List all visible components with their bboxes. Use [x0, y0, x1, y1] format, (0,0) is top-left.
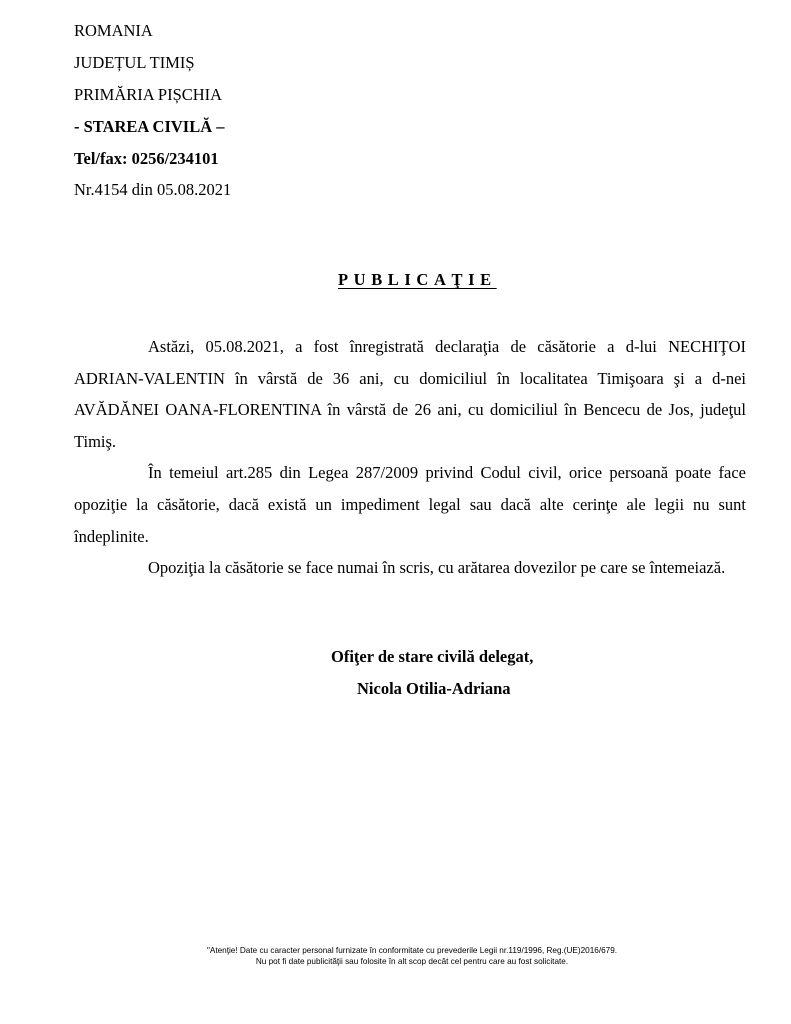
document-title: PUBLICAŢIE — [338, 270, 497, 289]
signature-role: Ofiţer de stare civilă delegat, — [331, 647, 534, 666]
paragraph-opposition: Opoziţia la căsătorie se face numai în scris, cu arătarea dovezilor pe care se întemeiază. — [148, 558, 726, 578]
paragraph-legal-basis: În temeiul art.285 din Legea 287/2009 privind Codul civil, orice persoană poate face opoziţie la căsătorie, dacă există un impediment legal sau dacă alte cerinţe ale legii nu sunt îndeplinite. — [74, 463, 746, 546]
privacy-footer — [0, 945, 791, 967]
header-county: JUDEȚUL TIMIȘ — [74, 53, 195, 72]
footer-line-2: Nu pot fi date publicităţii sau folosite în alt scop decât cel pentru care au fost solicitate. — [255, 957, 569, 966]
header-department: - STAREA CIVILĂ – — [74, 117, 225, 136]
signature-name: Nicola Otilia-Adriana — [357, 679, 511, 698]
header-phone: Tel/fax: 0256/234101 — [74, 149, 219, 168]
header-reference: Nr.4154 din 05.08.2021 — [74, 180, 232, 199]
header-town-hall: PRIMĂRIA PIȘCHIA — [74, 85, 223, 104]
document-body — [74, 331, 746, 584]
paragraph-declaration: Astăzi, 05.08.2021, a fost înregistrată declaraţia de căsătorie a d-lui NECHIŢOI ADRIAN-VALENTIN în vârstă de 36 ani, cu domiciliul în localitatea Timişoara şi a d-nei AVĂDĂNEI OANA-FLORENTINA în vârstă de 26 ani, cu domiciliul în Bencecu de Jos, judeţul Timiş. — [74, 337, 746, 451]
header-country: ROMANIA — [74, 21, 153, 40]
footer-line-1: "Atenţie! Date cu caracter personal furnizate în conformitate cu prevederile Legii nr.119/1996, Reg.(UE)2016/679. — [206, 946, 618, 955]
